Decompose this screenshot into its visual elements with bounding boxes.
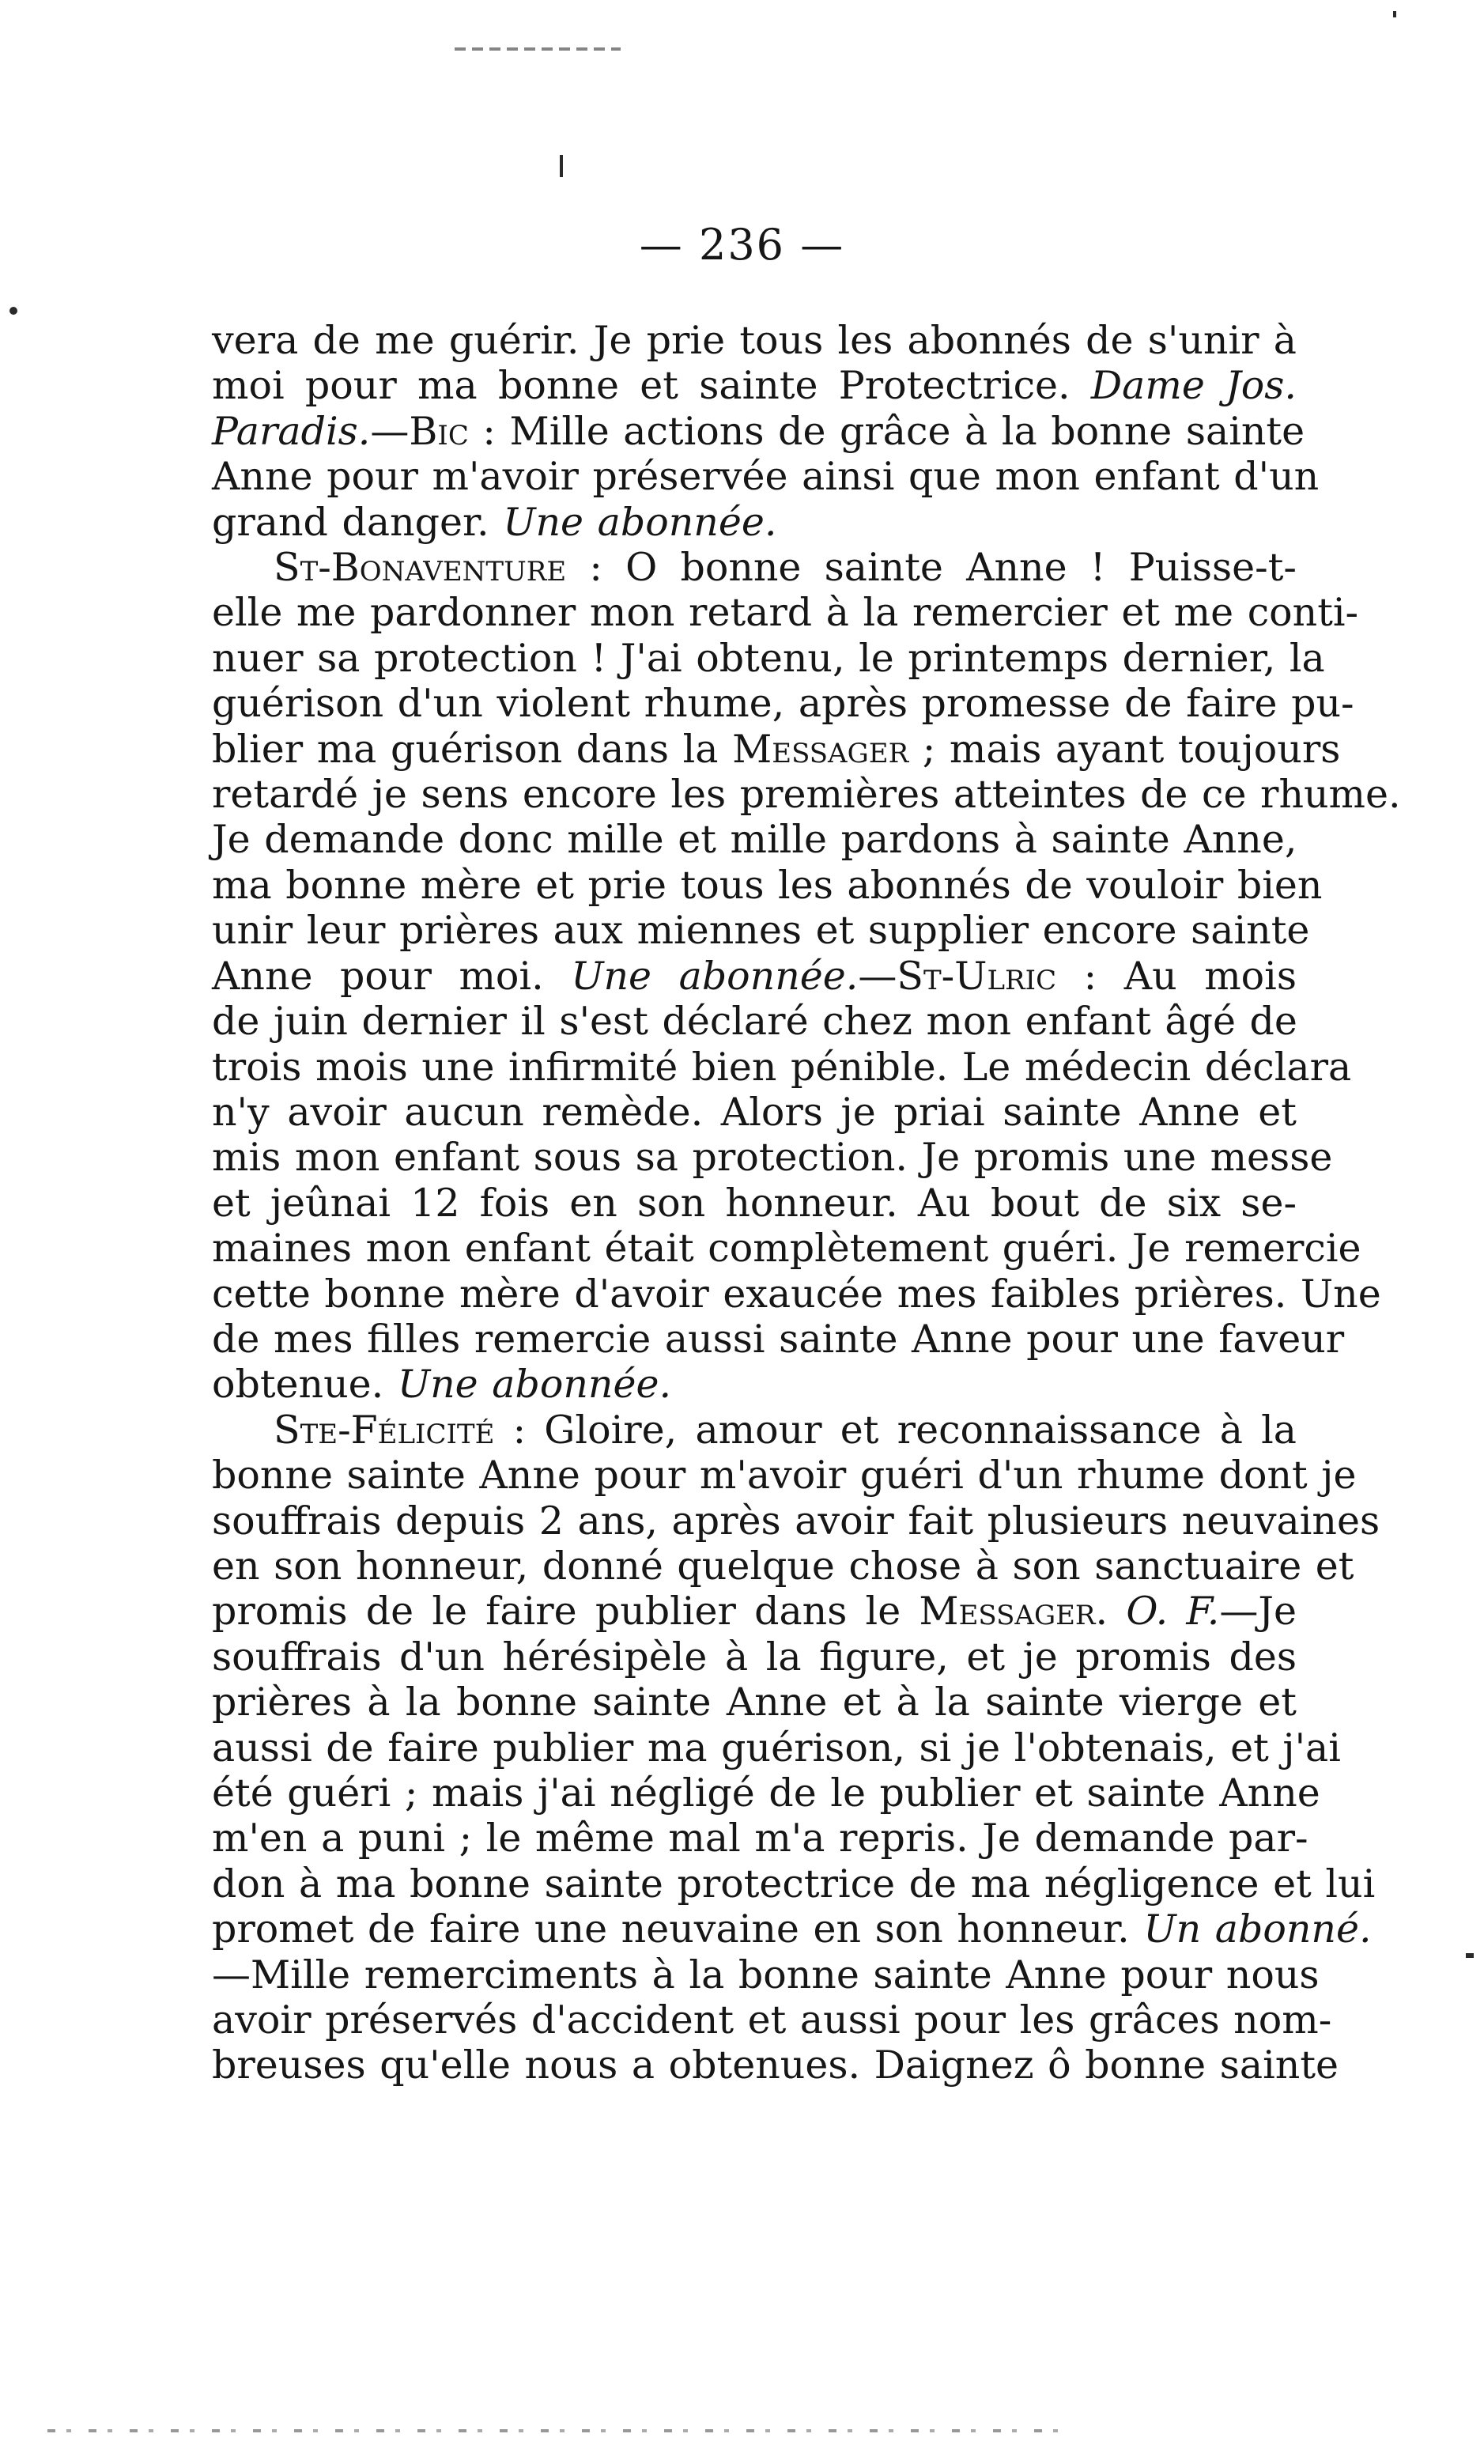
signature: Une abonnée.	[397, 1362, 672, 1408]
text-run: promis de le faire publier dans le	[212, 1589, 919, 1634]
text-line	[212, 1907, 1372, 1952]
text-run: m'en a puni ; le même mal m'a repris. Je demande par-	[212, 1816, 1308, 1861]
text-run: —	[858, 953, 897, 999]
text-line	[212, 999, 1297, 1044]
text-run: vera de me guérir. Je prie tous les abonnés de s'unir à	[212, 318, 1297, 363]
text-line	[212, 1861, 1376, 1907]
text-line	[212, 1543, 1354, 1589]
text-line	[212, 1453, 1357, 1498]
text-run: souffrais depuis 2 ans, après avoir fait plusieurs neuvaines	[212, 1498, 1380, 1544]
text-run: et jeûnai 12 fois en son honneur. Au bout de six se-	[212, 1180, 1297, 1226]
text-line	[212, 726, 1341, 772]
text-run: en son honneur, donné quelque chose à son sanctuaire et	[212, 1543, 1354, 1589]
place-name: Bic	[409, 408, 469, 454]
text-line	[212, 1771, 1320, 1816]
text-run: —Je	[1219, 1589, 1297, 1634]
signature: Une abonnée.	[571, 953, 859, 999]
text-run: obtenue.	[212, 1362, 398, 1408]
text-line	[212, 908, 1310, 954]
text-line	[212, 817, 1297, 862]
text-line	[212, 1589, 1297, 1634]
text-line	[212, 545, 1297, 590]
text-run: Anne pour m'avoir préservée ainsi que mon enfant d'un	[212, 454, 1320, 500]
text-run: avoir préservés d'accident et aussi pour les grâces nom-	[212, 1997, 1332, 2043]
text-run: promet de faire une neuvaine en son honneur.	[212, 1907, 1144, 1952]
text-line	[212, 954, 1297, 999]
text-line	[212, 1997, 1332, 2043]
text-run: été guéri ; mais j'ai négligé de le publier et sainte Anne	[212, 1771, 1320, 1816]
place-name: St-Ulric	[897, 953, 1057, 999]
text-run: grand danger.	[212, 499, 504, 545]
text-run: : Mille actions de grâce à la bonne sainte	[468, 408, 1305, 454]
paragraph	[212, 545, 1401, 1408]
text-run: guérison d'un violent rhume, après promesse de faire pu-	[212, 681, 1354, 727]
paragraph	[212, 1407, 1380, 2088]
text-run: : O bonne sainte Anne ! Puisse-t-	[566, 545, 1297, 591]
text-run: de mes filles remercie aussi sainte Anne pour une faveur	[212, 1316, 1345, 1362]
scan-speck	[560, 155, 563, 177]
text-run: maines mon enfant était complètement guéri. Je remercie	[212, 1226, 1361, 1272]
signature: Un abonné.	[1143, 1907, 1372, 1952]
text-line	[212, 2043, 1339, 2088]
text-run: : Gloire, amour et reconnaissance à la	[494, 1407, 1297, 1453]
text-line	[212, 1816, 1308, 1861]
text-run: de juin dernier il s'est déclaré chez mon enfant âgé de	[212, 999, 1297, 1045]
signature: Dame Jos.	[1090, 363, 1297, 409]
signature: Paradis.	[212, 408, 371, 454]
text-line	[212, 1725, 1341, 1771]
paragraph	[212, 318, 1320, 545]
text-line	[212, 590, 1359, 636]
text-run: .	[1095, 1589, 1127, 1634]
page-number: — 236 —	[639, 220, 845, 270]
text-line	[212, 1271, 1381, 1317]
text-run: trois mois une infirmité bien pénible. Le médecin déclara	[212, 1044, 1352, 1090]
text-run: prières à la bonne sainte Anne et à la sainte vierge et	[212, 1680, 1297, 1725]
text-run: Je demande donc mille et mille pardons à sainte Anne,	[212, 817, 1297, 863]
text-run: don à ma bonne sainte protectrice de ma négligence et lui	[212, 1861, 1376, 1907]
text-run: Anne pour moi.	[212, 953, 572, 999]
place-name: Messager	[732, 726, 909, 772]
text-line	[212, 1408, 1297, 1453]
place-name: Ste-Félicité	[274, 1407, 495, 1453]
text-run: —	[370, 408, 410, 454]
text-line	[212, 408, 1305, 454]
text-line	[212, 1181, 1297, 1226]
scan-speck	[1393, 11, 1396, 17]
scan-speck	[9, 307, 17, 315]
text-line	[212, 1090, 1297, 1135]
place-name: Messager	[919, 1589, 1096, 1634]
text-run: moi pour ma bonne et sainte Protectrice.	[212, 363, 1091, 409]
text-run: elle me pardonner mon retard à la remercier et me conti-	[212, 590, 1359, 636]
text-line	[212, 1226, 1361, 1272]
text-line	[212, 363, 1297, 408]
signature: O. F.	[1126, 1589, 1220, 1634]
text-line	[212, 1135, 1333, 1181]
text-line	[212, 635, 1325, 681]
text-line	[212, 1316, 1345, 1362]
text-run: nuer sa protection ! J'ai obtenu, le printemps dernier, la	[212, 635, 1325, 681]
text-line	[212, 454, 1320, 500]
text-line	[212, 1362, 1297, 1407]
text-line	[212, 1498, 1380, 1544]
text-line	[212, 1952, 1320, 1997]
text-run: ; mais ayant toujours	[908, 726, 1341, 772]
text-run: mis mon enfant sous sa protection. Je promis une messe	[212, 1135, 1333, 1181]
place-name: St-Bonaventure	[274, 545, 567, 591]
text-run: —Mille remerciments à la bonne sainte Anne pour nous	[212, 1952, 1320, 1997]
text-line	[212, 1634, 1297, 1680]
text-run: ma bonne mère et prie tous les abonnés de vouloir bien	[212, 862, 1323, 908]
text-line	[212, 681, 1354, 727]
scan-noise-top	[455, 47, 621, 51]
scan-speck	[1466, 1953, 1474, 1958]
text-run: breuses qu'elle nous a obtenues. Daignez ô bonne sainte	[212, 2043, 1339, 2088]
text-run: cette bonne mère d'avoir exaucée mes faibles prières. Une	[212, 1271, 1381, 1317]
text-run: blier ma guérison dans la	[212, 726, 733, 772]
text-run: bonne sainte Anne pour m'avoir guéri d'un rhume dont je	[212, 1453, 1357, 1498]
text-run: n'y avoir aucun remède. Alors je priai sainte Anne et	[212, 1089, 1297, 1135]
text-run: : Au mois	[1056, 953, 1297, 999]
text-line	[212, 862, 1323, 908]
text-line	[212, 772, 1401, 818]
text-run: aussi de faire publier ma guérison, si je l'obtenais, et j'ai	[212, 1725, 1341, 1771]
text-line	[212, 500, 1297, 545]
text-run: retardé je sens encore les premières atteintes de ce rhume.	[212, 772, 1401, 818]
scan-noise-bottom	[47, 2429, 1075, 2432]
body-text	[212, 318, 1401, 2088]
text-line	[212, 318, 1297, 363]
text-run: souffrais d'un hérésipèle à la figure, et je promis des	[212, 1634, 1297, 1680]
text-run: unir leur prières aux miennes et supplier encore sainte	[212, 908, 1310, 954]
signature: Une abonnée.	[503, 499, 777, 545]
text-line	[212, 1044, 1352, 1090]
text-line	[212, 1680, 1297, 1725]
